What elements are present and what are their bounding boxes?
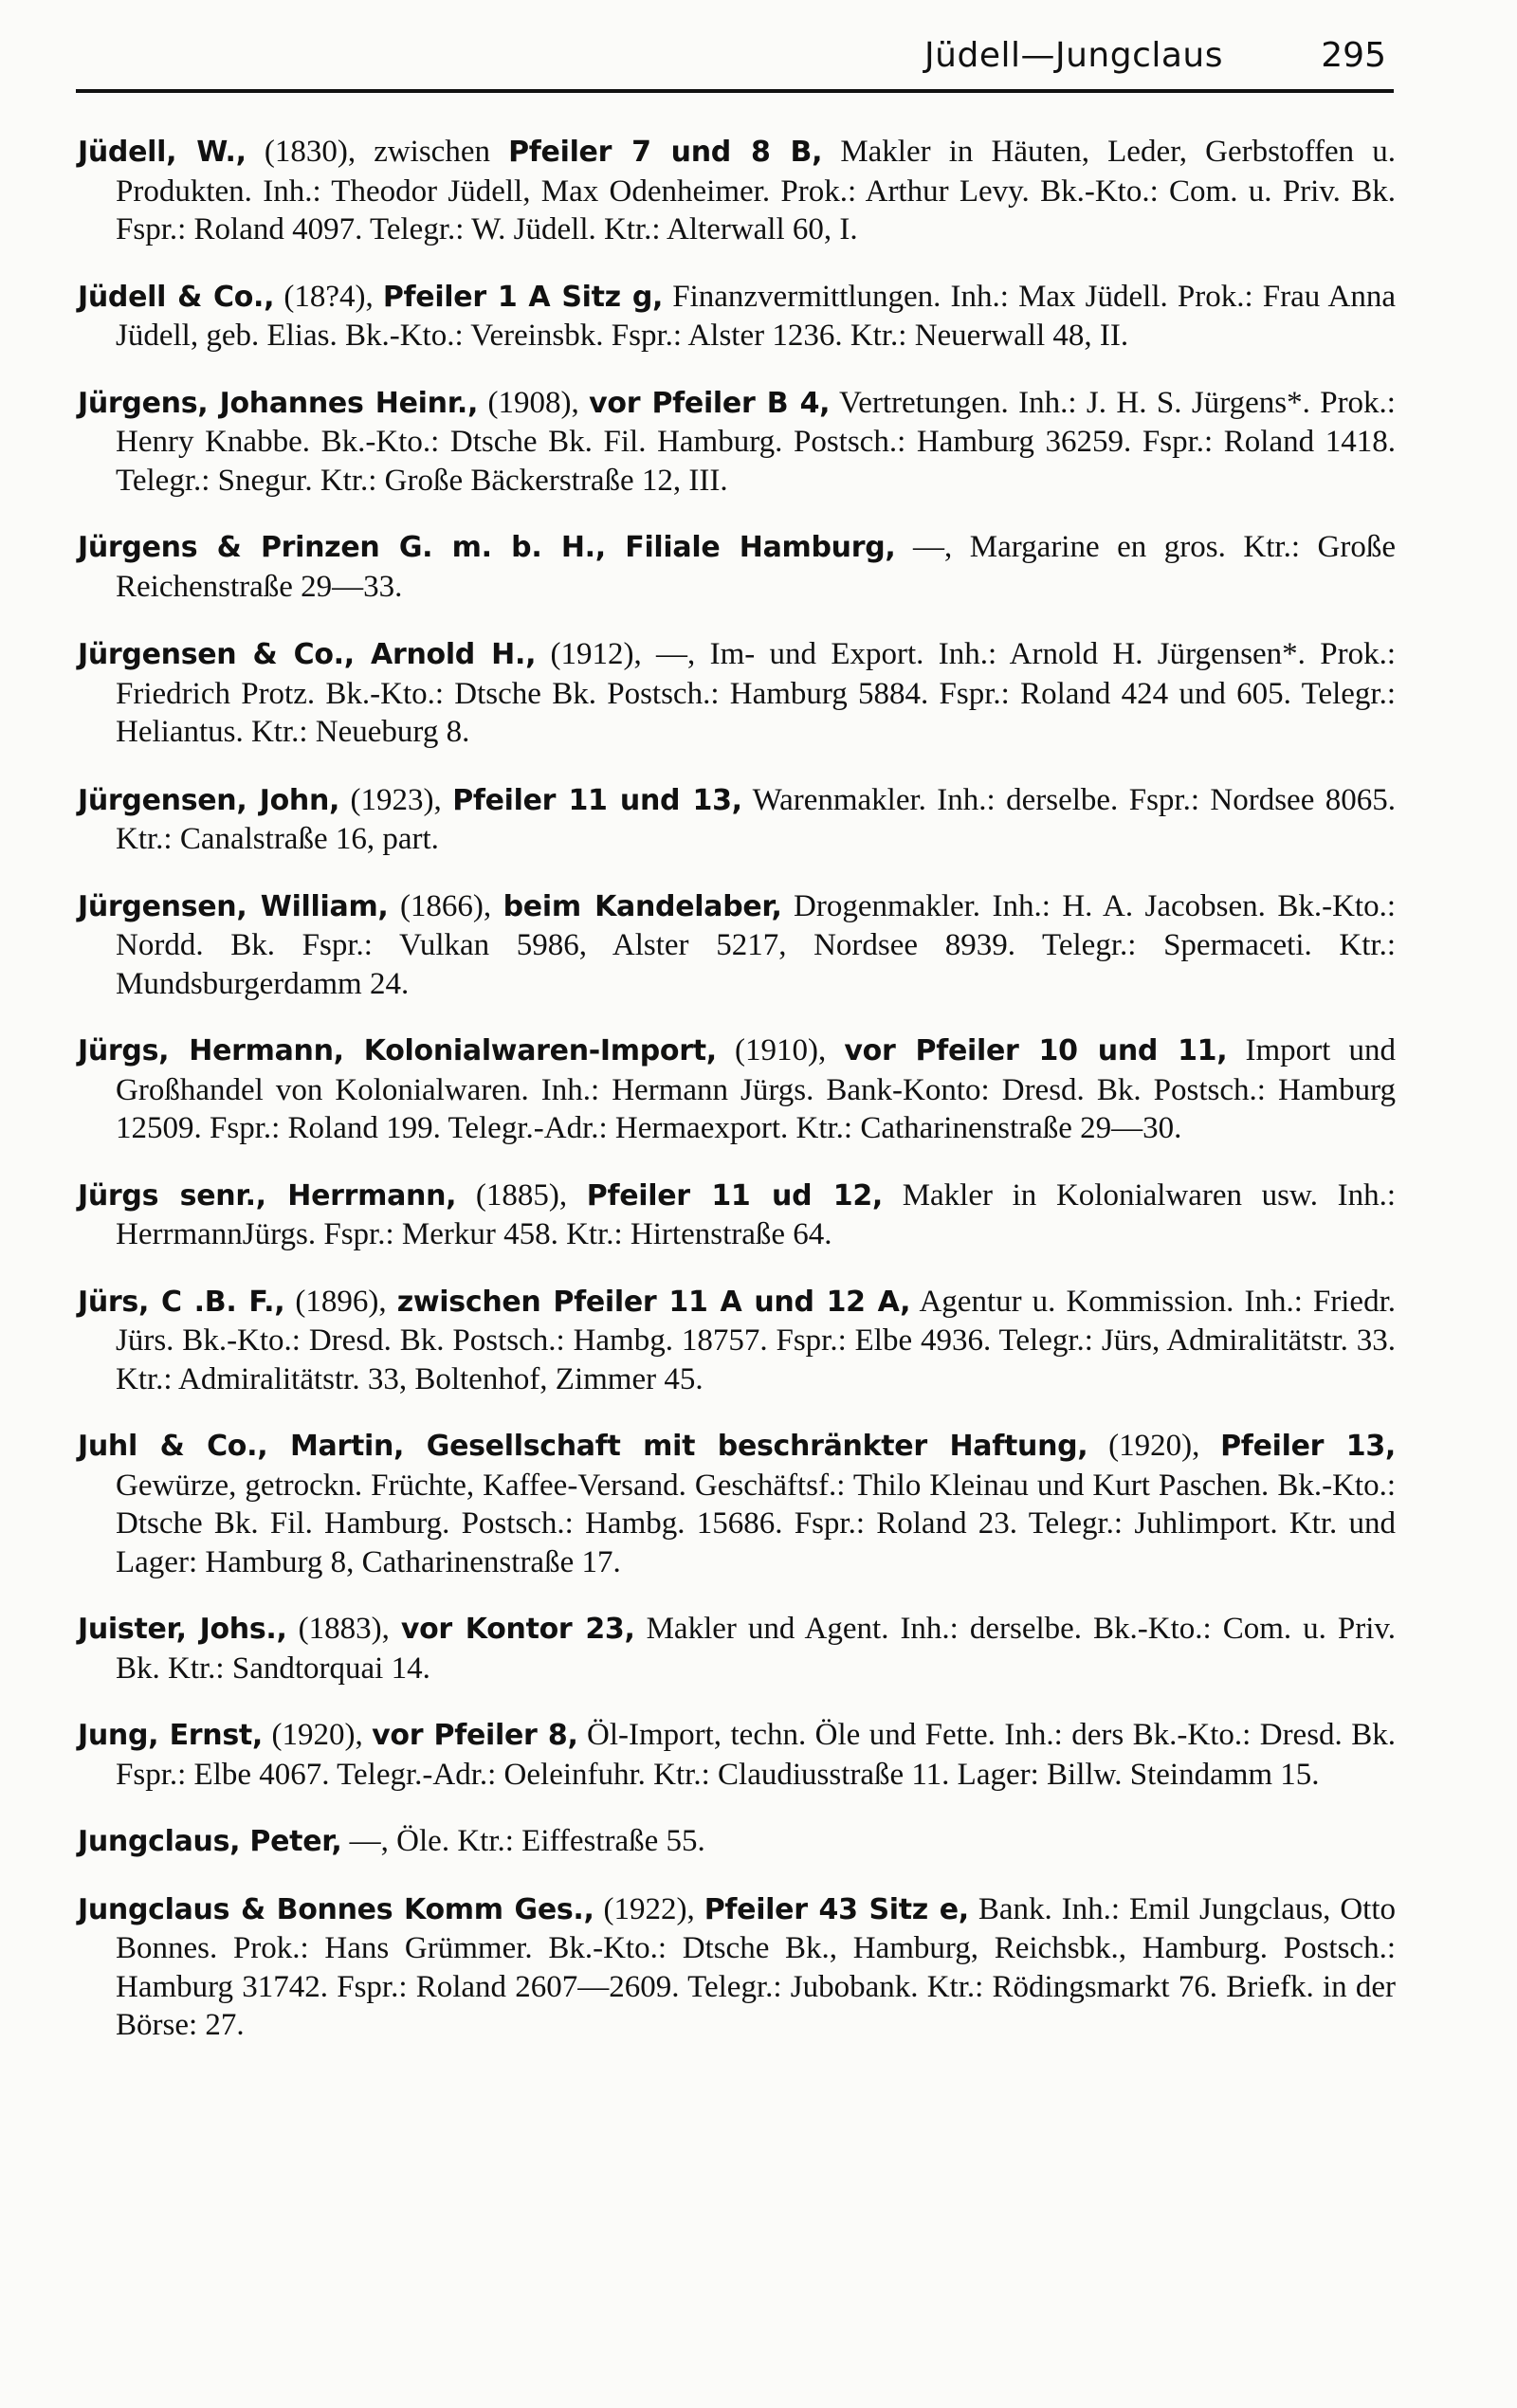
entry-juergs-hermann (78, 1031, 1396, 1148)
running-header (76, 36, 1394, 93)
entry-location: vor Pfeiler 8, (372, 1719, 578, 1752)
entry-location: beim Kandelaber, (503, 889, 782, 923)
entry-name: Jürs, C .B. F., (78, 1285, 285, 1319)
entry-founded: (1910), (716, 1033, 845, 1067)
entry-name: Jürgs, Hermann, Kolonialwaren-Import, (78, 1034, 717, 1067)
entry-juergens-johannes (78, 384, 1396, 501)
entry-juergs-senr (78, 1177, 1396, 1254)
entry-founded: (1896), (284, 1284, 397, 1319)
entry-juergensen-co (78, 635, 1396, 753)
entry-details: Makler in Häuten, Leder, Gerbstoffen u. Produkten. Inh.: Theodor Jüdell, Max Odenheimer. Prok.: Arthur Levy. Bk.-Kto.: Com. u. Priv. Bk. Fspr.: Roland 4097. Telegr.: W. Jüdell. Ktr.: Alterwall 60, I. (116, 135, 1396, 246)
entry-location: Pfeiler 11 und 13, (452, 783, 742, 817)
header-title: Jüdell—Jungclaus (924, 36, 1223, 75)
entry-details: Agentur u. Kommission. Inh.: Friedr. Jürs. Bk.-Kto.: Dresd. Bk. Postsch.: Hambg. 18757. Fspr.: Elbe 4936. Telegr.: Jürs, Admiralitätstr. 33. Ktr.: Admiralitätstr. 33, Boltenhof, Zimmer 45. (116, 1284, 1396, 1396)
entry-founded: (1923), (339, 782, 453, 817)
entry-details: Öl-Import, techn. Öle und Fette. Inh.: ders Bk.-Kto.: Dresd. Bk. Fspr.: Elbe 4067. Telegr.-Adr.: Oeleinfuhr. Ktr.: Claudiusstraße 11. Lager: Billw. Steindamm 15. (116, 1718, 1397, 1792)
entry-location: zwischen Pfeiler 11 A und 12 A, (396, 1285, 911, 1319)
entry-juergensen-john (78, 781, 1396, 859)
entry-founded: (1922), (594, 1891, 704, 1926)
entry-details: Warenmakler. Inh.: derselbe. Fspr.: Nordsee 8065. Ktr.: Canalstraße 16, part. (116, 782, 1397, 856)
directory-entries (78, 133, 1396, 2073)
entry-founded: (1908), (478, 385, 590, 420)
entry-juhl-co (78, 1427, 1396, 1581)
entry-founded: (1830), zwischen (246, 135, 509, 169)
entry-location: Pfeiler 43 Sitz e, (704, 1892, 969, 1926)
entry-name: Jungclaus & Bonnes Komm Ges., (78, 1892, 594, 1926)
entry-location: vor Pfeiler B 4, (589, 386, 831, 420)
entry-founded: —, Margarine en gros. Ktr.: Große Reichenstraße 29—33. (116, 530, 1396, 604)
entry-location: vor Pfeiler 10 und 11, (844, 1034, 1228, 1067)
entry-details: Import und Großhandel von Kolonialwaren. Inh.: Hermann Jürgs. Bank-Konto: Dresd. Bk. Postsch.: Hamburg 12509. Fspr.: Roland 199. Telegr.-Adr.: Hermaexport. Ktr.: Catharinenstraße 29—30. (116, 1033, 1396, 1145)
entry-juister-johs (78, 1610, 1396, 1687)
entry-location: Pfeiler 7 und 8 B, (508, 136, 823, 169)
entry-founded: (18?4), (274, 279, 383, 314)
entry-location: Pfeiler 11 ud 12, (586, 1178, 884, 1213)
entry-details: Gewürze, getrockn. Früchte, Kaffee-Versand. Geschäftsf.: Thilo Kleinau und Kurt Paschen. Bk.-Kto.: Dtsche Bk. Fil. Hamburg. Postsch.: Hambg. 15686. Fspr.: Roland 23. Telegr.: Juhlimport. Ktr. und Lager: Hamburg 8, Catharinenstraße 17. (116, 1468, 1396, 1579)
entry-name: Jung, Ernst, (78, 1719, 264, 1752)
entry-name: Jürgens & Prinzen G. m. b. H., Filiale Hamburg, (78, 531, 896, 564)
entry-juergensen-william (78, 887, 1396, 1004)
entry-name: Jürgensen, William, (78, 889, 389, 923)
entry-juedell-w (78, 133, 1396, 249)
entry-name: Jüdell & Co., (78, 280, 275, 314)
entry-founded: —, Öle. Ktr.: Eiffestraße 55. (341, 1824, 705, 1858)
entry-founded: (1920), (1087, 1429, 1221, 1463)
entry-jung-ernst (78, 1716, 1396, 1794)
entry-location: vor Kontor 23, (400, 1613, 635, 1646)
entry-location: Pfeiler 13, (1220, 1430, 1396, 1463)
entry-founded: (1883), (286, 1612, 401, 1646)
entry-founded: (1912), —, Im- und Export. Inh.: Arnold H. Jürgensen*. Prok.: Friedrich Protz. Bk.-Kto.: Dtsche Bk. Postsch.: Hamburg 5884. Fspr.: Roland 424 und 605. Telegr.: Heliantus. Ktr.: Neueburg 8. (116, 637, 1396, 749)
entry-details: Makler und Agent. Inh.: derselbe. Bk.-Kto.: Com. u. Priv. Bk. Ktr.: Sandtorquai 14. (116, 1612, 1397, 1686)
entry-details: Makler in Kolonialwaren usw. Inh.: HerrmannJürgs. Fspr.: Merkur 458. Ktr.: Hirtenstraße 64. (116, 1177, 1397, 1251)
entry-name: Jürgensen & Co., Arnold H., (78, 638, 537, 671)
entry-jungclaus-bonnes (78, 1890, 1396, 2045)
entry-details: Vertretungen. Inh.: J. H. S. Jürgens*. Prok.: Henry Knabbe. Bk.-Kto.: Dtsche Bk. Fil. Hamburg. Postsch.: Hamburg 36259. Fspr.: Roland 1418. Telegr.: Snegur. Ktr.: Große Bäckerstraße 12, III. (116, 385, 1396, 498)
entry-founded: (1866), (388, 888, 503, 923)
entry-juedell-co (78, 278, 1396, 356)
entry-founded: (1920), (263, 1718, 373, 1752)
entry-jungclaus-peter (78, 1822, 1396, 1862)
entry-details: Finanzvermittlungen. Inh.: Max Jüdell. Prok.: Frau Anna Jüdell, geb. Elias. Bk.-Kto.: Vereinsbk. Fspr.: Alster 1236. Ktr.: Neuerwall 48, II. (116, 279, 1396, 353)
entry-name: Jungclaus, Peter, (78, 1825, 342, 1858)
entry-name: Jürgs senr., Herrmann, (78, 1178, 457, 1213)
page-number: 295 (1321, 36, 1386, 75)
entry-details: Bank. Inh.: Emil Jungclaus, Otto Bonnes. Prok.: Hans Grümmer. Bk.-Kto.: Dtsche Bk., Hamburg, Reichsbk., Hamburg. Postsch.: Hamburg 31742. Fspr.: Roland 2607—2609. Telegr.: Jubobank. Ktr.: Rödingsmarkt 76. Briefk. in der Börse: 27. (116, 1891, 1397, 2042)
entry-founded: (1885), (456, 1177, 587, 1213)
entry-juers-cbf (78, 1283, 1396, 1399)
entry-name: Juister, Johs., (78, 1613, 287, 1646)
entry-name: Jürgens, Johannes Heinr., (78, 386, 479, 420)
entry-name: Jüdell, W., (78, 136, 247, 169)
entry-juergens-prinzen (78, 528, 1396, 607)
entry-details: Drogenmakler. Inh.: H. A. Jacobsen. Bk.-Kto.: Nordd. Bk. Fspr.: Vulkan 5986, Alster 5217, Nordsee 8939. Telegr.: Spermaceti. Ktr.: Mundsburgerdamm 24. (116, 888, 1397, 1001)
entry-location: Pfeiler 1 A Sitz g, (382, 280, 664, 314)
entry-name: Juhl & Co., Martin, Gesellschaft mit beschränkter Haftung, (78, 1430, 1088, 1463)
entry-name: Jürgensen, John, (78, 783, 340, 817)
